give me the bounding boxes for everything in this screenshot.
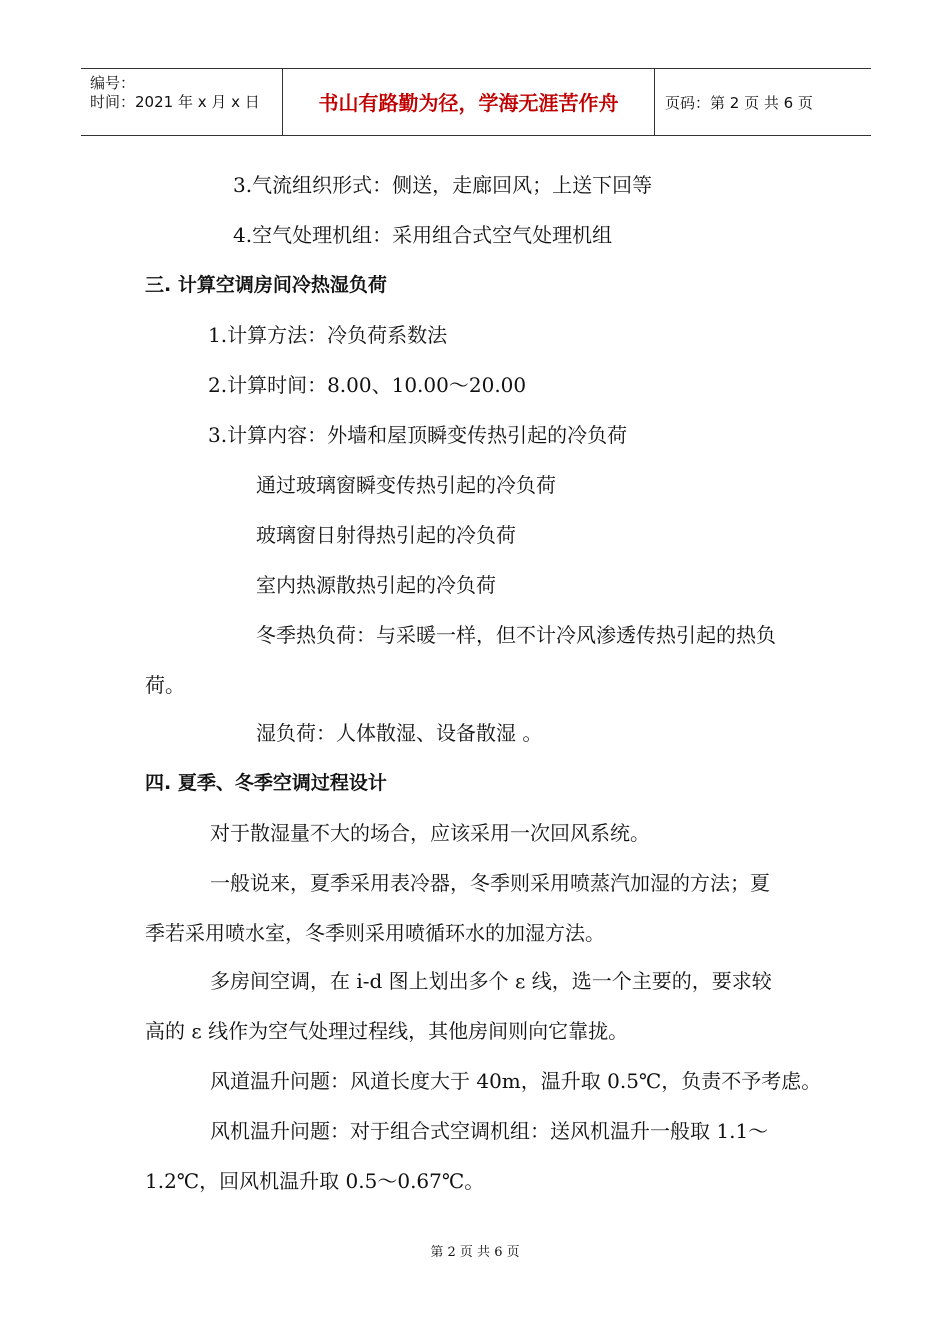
- header-motto: 书山有路勤为径，学海无涯苦作舟: [318, 91, 619, 115]
- paragraph-line: 玻璃窗日射得热引起的冷负荷: [256, 523, 516, 547]
- header-motto-cell: [283, 69, 655, 135]
- paragraph-line: 风道温升问题：风道长度大于 40m，温升取 0.5℃，负责不予考虑。: [210, 1069, 822, 1093]
- paragraph-line: 一般说来，夏季采用表冷器，冬季则采用喷蒸汽加湿的方法；夏: [210, 871, 770, 895]
- document-date: 时间：2021 年 x 月 x 日: [90, 93, 260, 111]
- paragraph-line: 3.气流组织形式：侧送，走廊回风；上送下回等: [233, 173, 653, 197]
- header-page-number: 页码：第 2 页 共 6 页: [665, 94, 813, 112]
- paragraph-line: 冬季热负荷：与采暖一样，但不计冷风渗透传热引起的热负: [256, 623, 776, 647]
- document-header: [81, 68, 871, 136]
- page-footer: 第 2 页 共 6 页: [430, 1245, 520, 1260]
- paragraph-line: 高的 ε 线作为空气处理过程线，其他房间则向它靠拢。: [145, 1019, 629, 1043]
- paragraph-line: 室内热源散热引起的冷负荷: [256, 573, 496, 597]
- paragraph-line: 3.计算内容：外墙和屋顶瞬变传热引起的冷负荷: [208, 423, 628, 447]
- paragraph-line: 湿负荷：人体散湿、设备散湿 。: [256, 721, 543, 745]
- paragraph-line: 多房间空调，在 i-d 图上划出多个 ε 线，选一个主要的，要求较: [210, 969, 772, 993]
- section-heading: 四. 夏季、冬季空调过程设计: [145, 772, 387, 794]
- paragraph-line: 1.2℃，回风机温升取 0.5～0.67℃。: [145, 1169, 485, 1193]
- paragraph-line: 2.计算时间：8.00、10.00～20.00: [208, 373, 527, 397]
- header-page-cell: [655, 69, 871, 135]
- paragraph-line: 季若采用喷水室，冬季则采用喷循环水的加湿方法。: [145, 921, 605, 945]
- paragraph-line: 风机温升问题：对于组合式空调机组：送风机温升一般取 1.1～: [210, 1119, 769, 1143]
- paragraph-line: 荷。: [145, 673, 185, 697]
- paragraph-line: 4.空气处理机组：采用组合式空气处理机组: [233, 223, 613, 247]
- paragraph-line: 对于散湿量不大的场合，应该采用一次回风系统。: [210, 821, 650, 845]
- header-meta-cell: [81, 69, 283, 135]
- paragraph-line: 1.计算方法：冷负荷系数法: [208, 323, 448, 347]
- section-heading: 三. 计算空调房间冷热湿负荷: [145, 274, 387, 296]
- document-number-label: 编号：: [90, 74, 136, 92]
- paragraph-line: 通过玻璃窗瞬变传热引起的冷负荷: [256, 473, 556, 497]
